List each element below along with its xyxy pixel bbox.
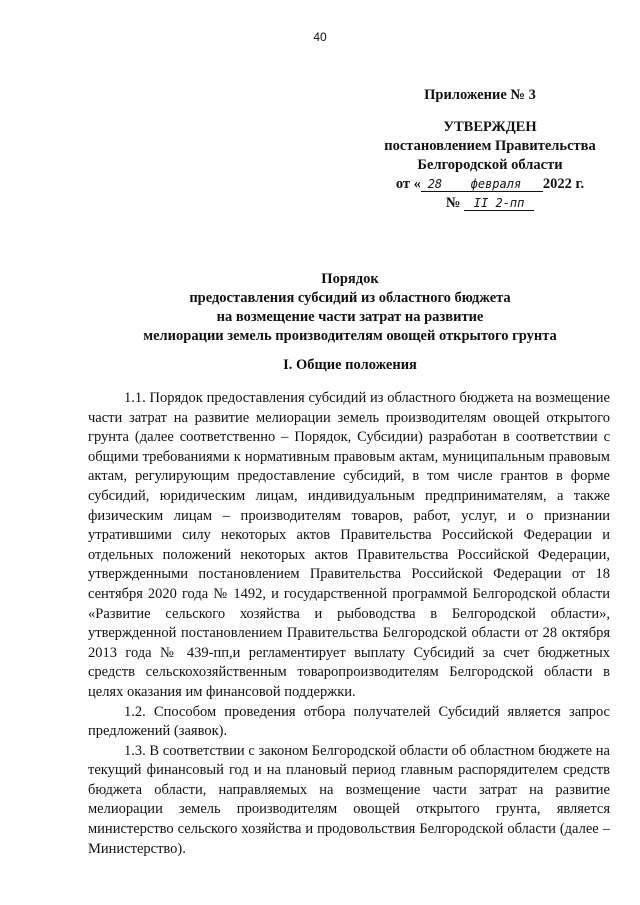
paragraph-1-1: 1.1. Порядок предоставления субсидий из областного бюджета на возмещение части затрат на развитие мелиорации земель производителям овощей открытого грунта (далее соответственно – Порядок, Субсидии) разработан в соответствии с общими требованиями к нормативным правовым актам, муниципальным правовым актам, регулирующим предоставление субсидий, в том числе грантов в форме субсидий, юридическим лицам, индивидуальным предпринимателям, а также физическим лицам – производителям товаров, работ, услуг, и о признании утратившими силу некоторых актов Правительства Российской Федерации и отдельных положений некоторых актов Правительства Российской Федерации, утвержденными постановлением Правительства Российской Федерации от 18 сентября 2020 года № 1492, и государственной программой Белгородской области «Развитие сельского хозяйства и рыбоводства в Белгородской области», утвержденной постановлением Правительства Белгородской области от 28 октября 2013 года № 439-пп,и регламентирует выплату Субсидий за счет бюджетных средств сельскохозяйственным товаропроизводителям Белгородской области в целях оказания им финансовой поддержки. bbox=[88, 390, 610, 700]
paragraph-1-3: 1.3. В соответствии с законом Белгородской области об областном бюджете на текущий финансовый год и на плановый период главным распорядителем средств бюджета области, направляемых на возмещение части затрат на развитие мелиорации земель производителям овощей открытого грунта, является министерство сельского хозяйства и продовольствия Белгородской области (далее – Министерство). bbox=[88, 742, 610, 857]
date-prefix: от « bbox=[395, 176, 421, 192]
appendix-label: Приложение № 3 bbox=[424, 87, 536, 103]
approval-number bbox=[360, 194, 620, 213]
date-year: 2022 г. bbox=[542, 176, 585, 192]
page-number: 40 bbox=[313, 30, 327, 44]
number-prefix: № bbox=[445, 195, 461, 211]
document-title bbox=[80, 270, 620, 346]
date-month-handwritten: февраля bbox=[449, 177, 543, 192]
approval-heading: УТВЕРЖДЕН bbox=[443, 119, 537, 135]
title-line-3: на возмещение части затрат на развитие bbox=[216, 309, 484, 325]
number-value-handwritten: II 2-пп bbox=[464, 196, 534, 211]
title-line-1: Порядок bbox=[321, 271, 379, 287]
paragraph-1-2: 1.2. Способом проведения отбора получателей Субсидий является запрос предложений (заявок). bbox=[88, 703, 610, 740]
title-line-2: предоставления субсидий из областного бюджета bbox=[189, 290, 511, 306]
section-heading: I. Общие положения bbox=[283, 357, 417, 373]
approval-date bbox=[360, 175, 620, 194]
approval-block bbox=[360, 118, 620, 213]
document-body bbox=[88, 389, 610, 859]
title-line-4: мелиорации земель производителям овощей открытого грунта bbox=[143, 328, 557, 344]
date-day-handwritten: 28 bbox=[421, 177, 449, 192]
approval-line-2: Белгородской области bbox=[417, 157, 563, 173]
approval-line-1: постановлением Правительства bbox=[384, 138, 596, 154]
